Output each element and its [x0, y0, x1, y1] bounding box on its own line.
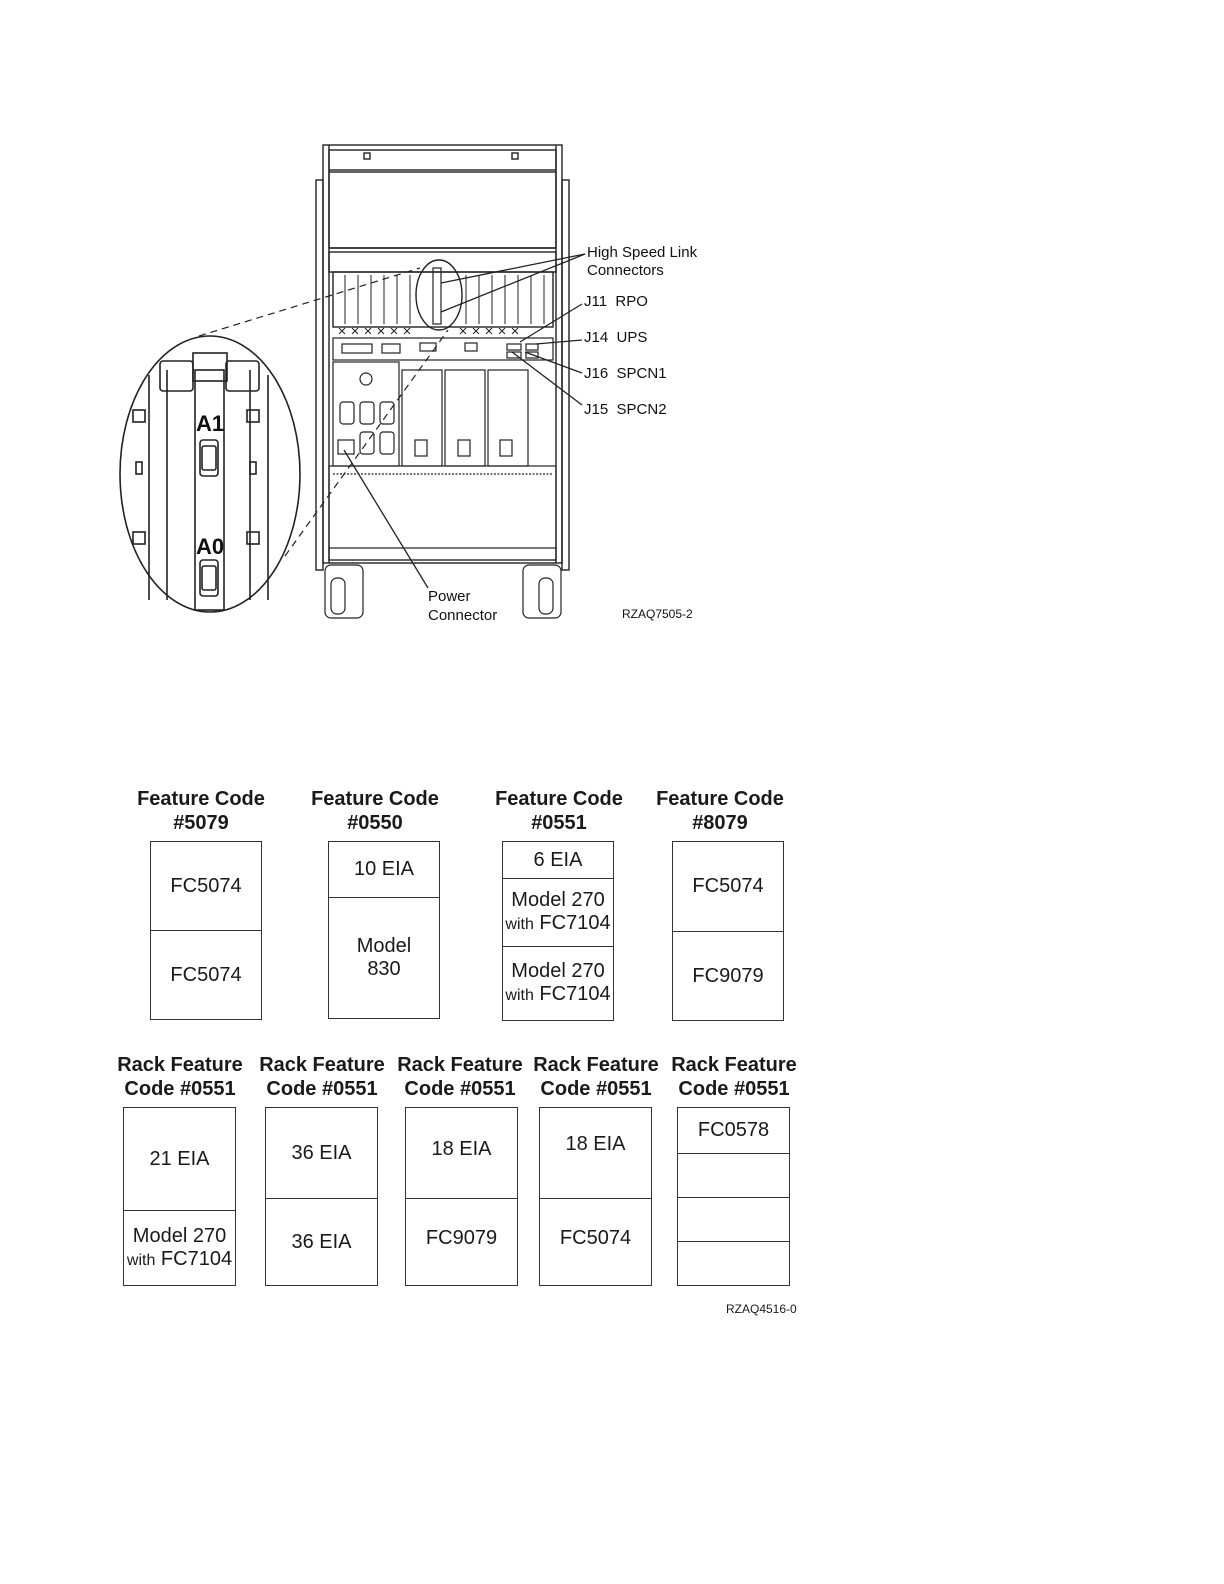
right-caster — [523, 565, 561, 618]
stack-cell: FC9079 — [406, 1198, 517, 1285]
power-supply-main — [333, 362, 399, 466]
stack-cell: 6 EIA — [533, 848, 583, 871]
power-supply-4 — [488, 370, 528, 466]
rack-fc-0551-e-stack — [677, 1107, 790, 1286]
callout-hsl-line2: Connectors — [587, 262, 664, 279]
rack-fc-0551-c-stack — [405, 1107, 518, 1286]
stack-cell: Model 270 with FC7104 — [503, 878, 613, 946]
rack-fc-0551-a-title: Rack Feature Code #0551 — [117, 1054, 243, 1100]
stack-cell: FC5074 — [170, 874, 242, 897]
fc-8079-title: Feature Code #8079 — [656, 788, 784, 834]
stack-cell: 18 EIA — [565, 1132, 626, 1155]
rack-fc-0551-c-title: Rack Feature Code #0551 — [397, 1054, 523, 1100]
rack-rear-view-figure — [0, 0, 1224, 700]
callout-power-line2: Connector — [428, 607, 498, 624]
vent-row — [339, 328, 518, 334]
stack-cell: Model 830 — [329, 897, 439, 1018]
power-supply-2 — [402, 370, 442, 466]
fc-8079-stack — [672, 841, 784, 1021]
rack-fc-0551-d-title: Rack Feature Code #0551 — [533, 1054, 659, 1100]
fc-0550-title: Feature Code #0550 — [311, 788, 439, 834]
stack-cell: 21 EIA — [149, 1147, 210, 1170]
inset-label-a0: A0 — [195, 534, 225, 559]
stack-cell: FC0578 — [697, 1119, 770, 1141]
rack-fc-0551-b-stack — [265, 1107, 378, 1286]
stack-cell: 10 EIA — [353, 858, 415, 880]
power-supply-3 — [445, 370, 485, 466]
callout-power-line1: Power — [428, 588, 471, 605]
stack-cell — [678, 1197, 789, 1241]
callout-j15: J15 SPCN2 — [584, 401, 667, 418]
figure1-id: RZAQ7505-2 — [622, 607, 693, 621]
callout-j11: J11 RPO — [584, 293, 648, 310]
rack-fc-0551-b-title: Rack Feature Code #0551 — [259, 1054, 385, 1100]
stack-cell: 36 EIA — [291, 1141, 352, 1164]
rack-fc-0551-d-stack — [539, 1107, 652, 1286]
inset-label-a1: A1 — [195, 411, 225, 436]
figure2-id: RZAQ4516-0 — [726, 1302, 797, 1316]
stack-cell: FC5074 — [540, 1198, 651, 1285]
stack-cell: Model 270 with FC7104 — [124, 1210, 235, 1285]
stack-cell — [678, 1153, 789, 1197]
fc-0551-title: Feature Code #0551 — [495, 788, 623, 834]
fc-0550-stack — [328, 841, 440, 1019]
stack-cell — [678, 1241, 789, 1285]
hsl-inset-zoom — [120, 336, 300, 612]
stack-cell: FC9079 — [673, 931, 783, 1020]
callout-j16: J16 SPCN1 — [584, 365, 667, 382]
fc-0551-stack — [502, 841, 614, 1021]
rack-right-rail — [562, 180, 569, 570]
stack-cell: 36 EIA — [266, 1198, 377, 1285]
power-connector-socket — [338, 440, 354, 454]
fc-5079-title: Feature Code #5079 — [137, 788, 265, 834]
hsl-highlight-ellipse — [416, 260, 462, 330]
rack-fc-0551-e-title: Rack Feature Code #0551 — [671, 1054, 797, 1100]
stack-cell: FC5074 — [151, 930, 261, 1019]
callout-j14: J14 UPS — [584, 329, 648, 346]
stack-cell: 18 EIA — [431, 1137, 492, 1160]
rack-fc-0551-a-stack — [123, 1107, 236, 1286]
stack-cell: FC5074 — [692, 875, 764, 897]
top-cover — [329, 150, 556, 170]
fc-5079-stack — [150, 841, 262, 1020]
callout-hsl-line1: High Speed Link — [587, 244, 698, 261]
stack-cell: Model 270 with FC7104 — [503, 946, 613, 1020]
